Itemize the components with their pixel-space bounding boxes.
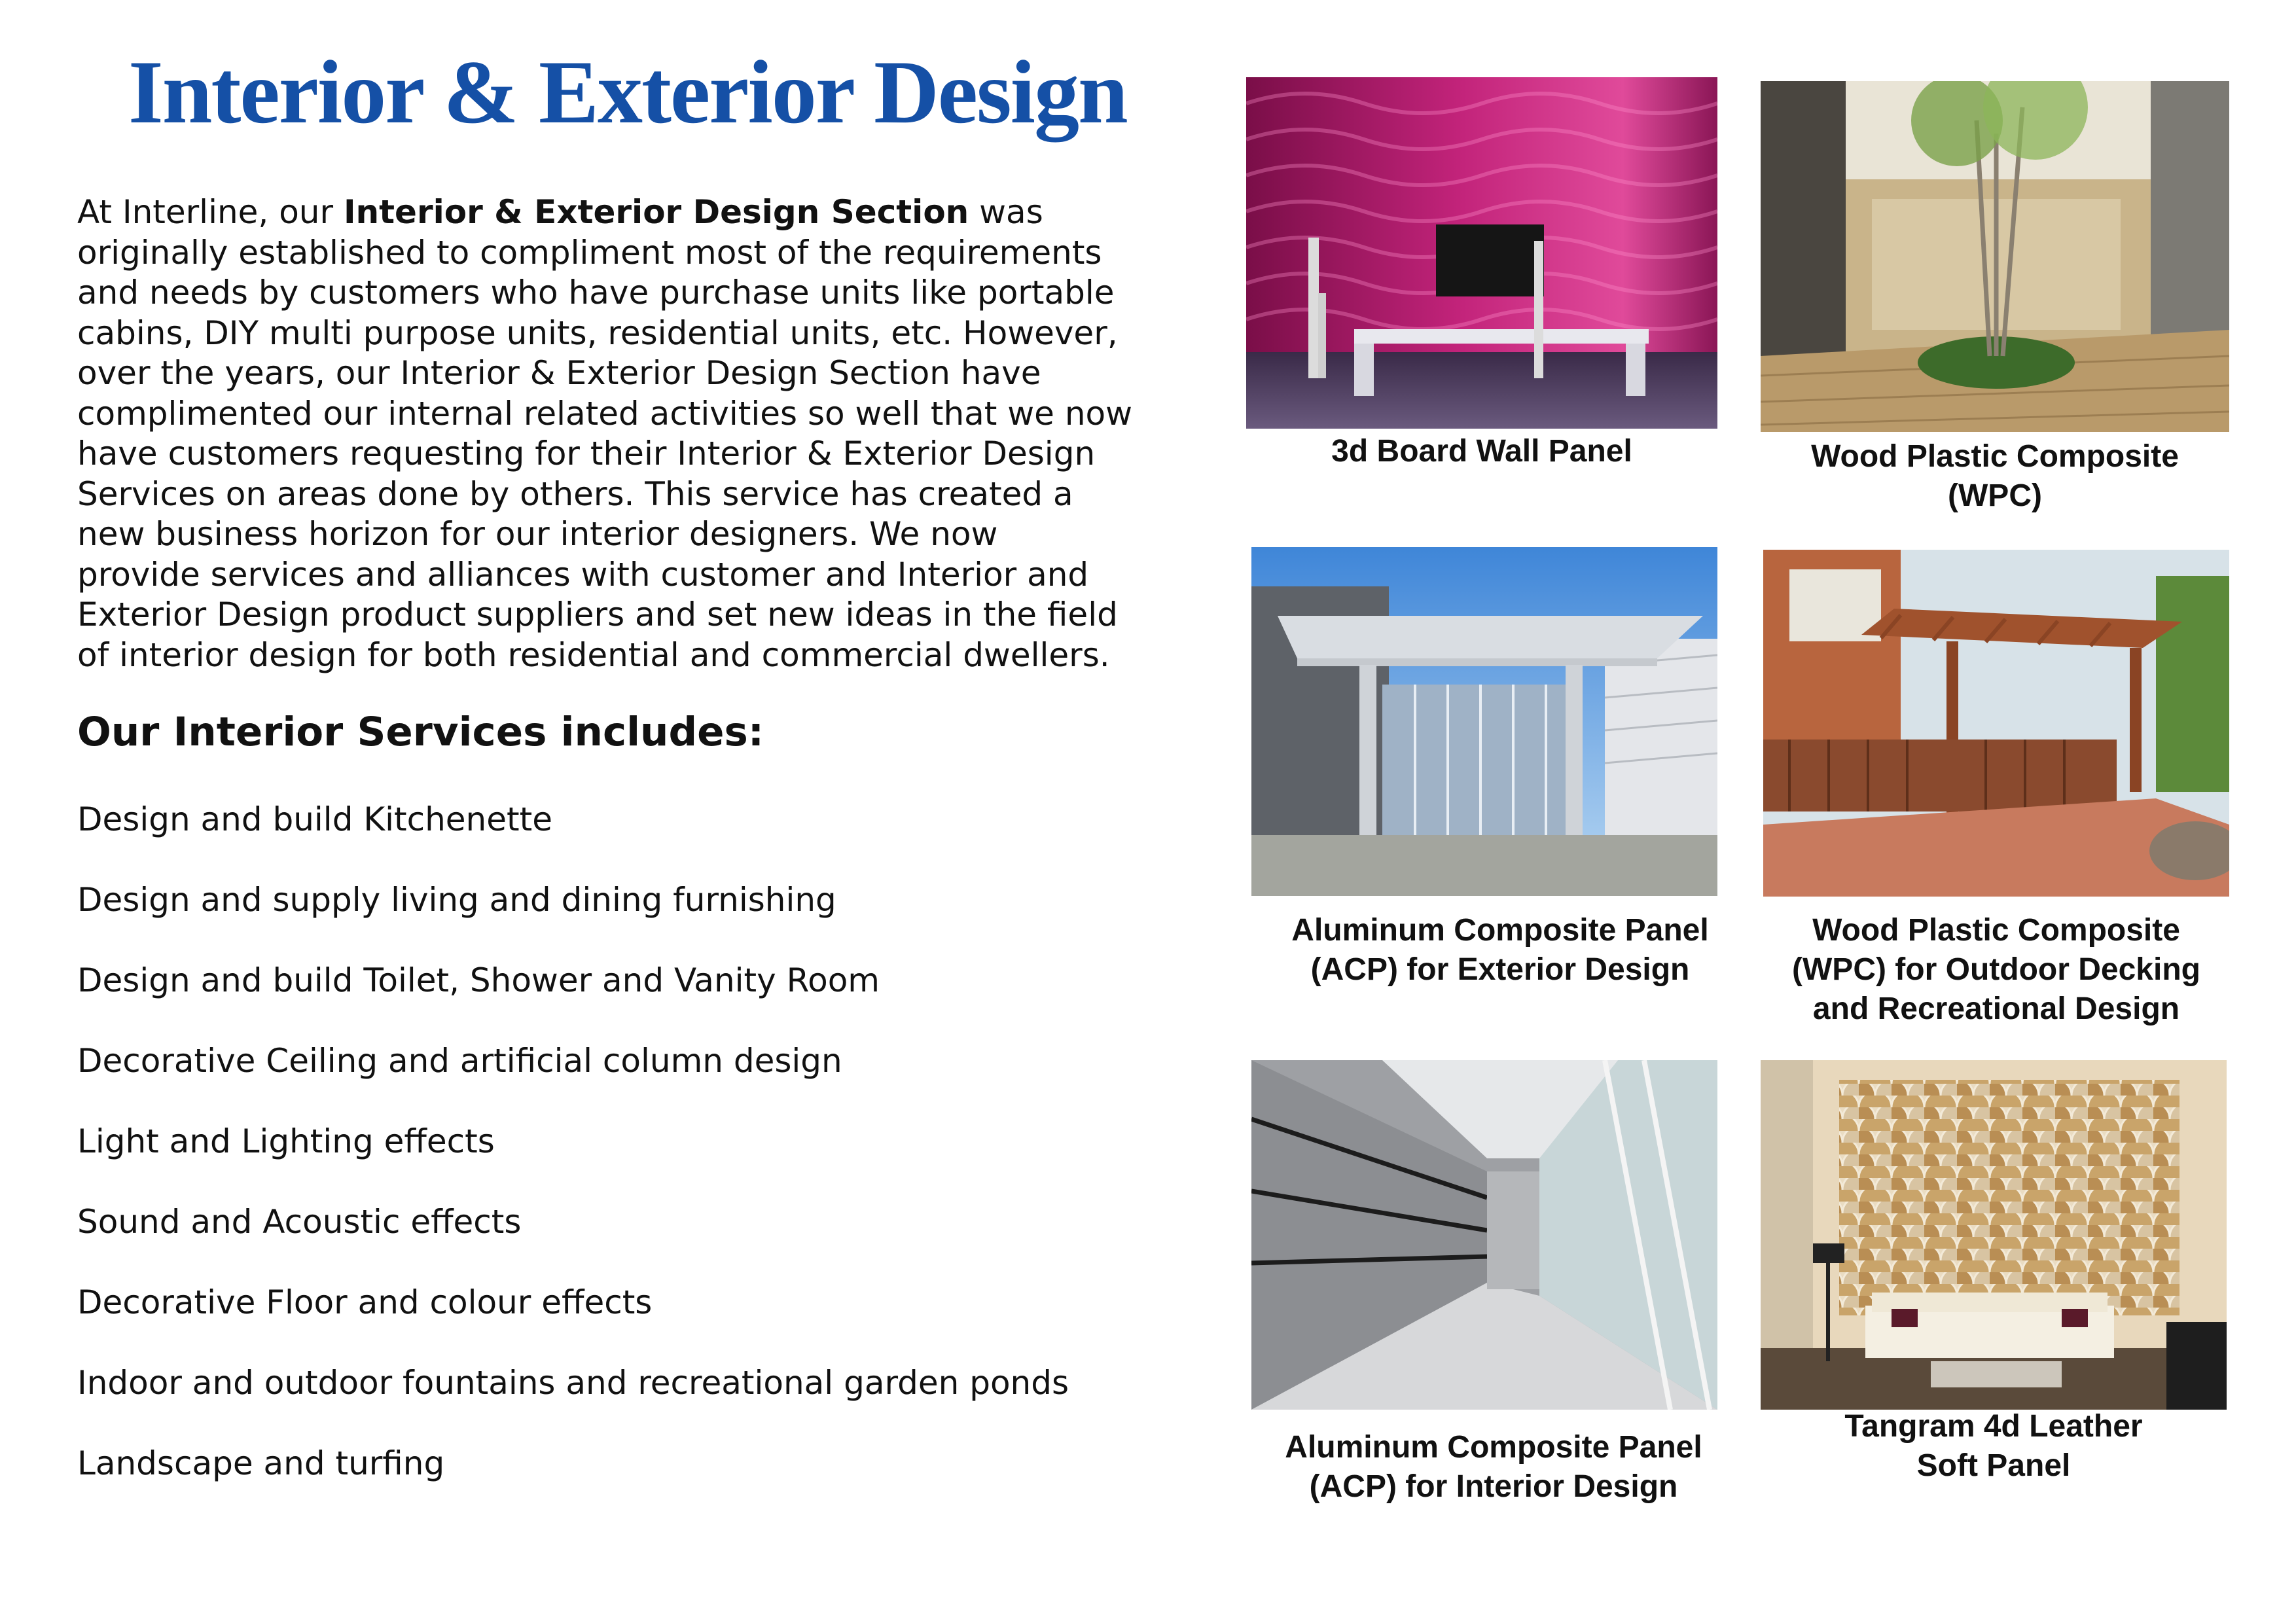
caption-3d-board-wall-panel: 3d Board Wall Panel: [1331, 434, 1632, 469]
service-item: Sound and Acoustic effects: [77, 1203, 522, 1241]
photo-acp-interior: [1251, 1060, 1717, 1410]
intro-paragraph: [77, 192, 1242, 675]
services-heading: Our Interior Services includes:: [77, 709, 764, 755]
caption-tangram: Tangram 4d Leather Soft Panel: [1844, 1409, 2143, 1483]
services-list: [77, 800, 1069, 1524]
service-item: Decorative Ceiling and artificial column design: [77, 1042, 842, 1080]
service-item: Decorative Floor and colour effects: [77, 1283, 653, 1321]
service-item: Design and build Toilet, Shower and Vanity Room: [77, 961, 880, 999]
caption-acp-exterior: Aluminum Composite Panel (ACP) for Exterior Design: [1291, 913, 1709, 987]
photo-wpc-decking: [1763, 550, 2229, 897]
service-item: Indoor and outdoor fountains and recreational garden ponds: [77, 1364, 1069, 1402]
service-item: Light and Lighting effects: [77, 1122, 495, 1160]
photo-tangram-soft-panel: [1761, 1060, 2227, 1410]
intro-bold-section-name: Interior & Exterior Design Section: [343, 193, 969, 231]
caption-acp-interior: Aluminum Composite Panel (ACP) for Interior Design: [1285, 1430, 1702, 1504]
service-item: Design and supply living and dining furnishing: [77, 881, 836, 919]
intro-lead: At Interline, our: [77, 193, 344, 231]
intro-rest: was originally established to compliment most of the requirements and needs by customers who have purchase units like portable cabins, DIY multi purpose units, residential units, etc. However, over the years, our Interior & Exterior Design Section have complimented our internal related activities so well that we now have customers requesting for their Interior & Exterior Design Services on areas done by others. This service has created a new business horizon for our interior designers. We now provide services and alliances with customer and Interior and Exterior Design product suppliers and set new ideas in the field of interior design for both residential and commercial dwellers.: [77, 193, 1133, 674]
photo-acp-exterior: [1251, 547, 1717, 896]
photo-wpc-courtyard: [1761, 81, 2229, 432]
caption-wpc: Wood Plastic Composite (WPC): [1811, 439, 2179, 513]
caption-wpc-decking: Wood Plastic Composite (WPC) for Outdoor Decking and Recreational Design: [1792, 913, 2200, 1026]
page-title: Interior & Exterior Design: [128, 42, 1127, 142]
photo-3d-board-wall-panel: [1246, 77, 1717, 429]
service-item: Design and build Kitchenette: [77, 800, 552, 838]
service-item: Landscape and turfing: [77, 1444, 445, 1482]
